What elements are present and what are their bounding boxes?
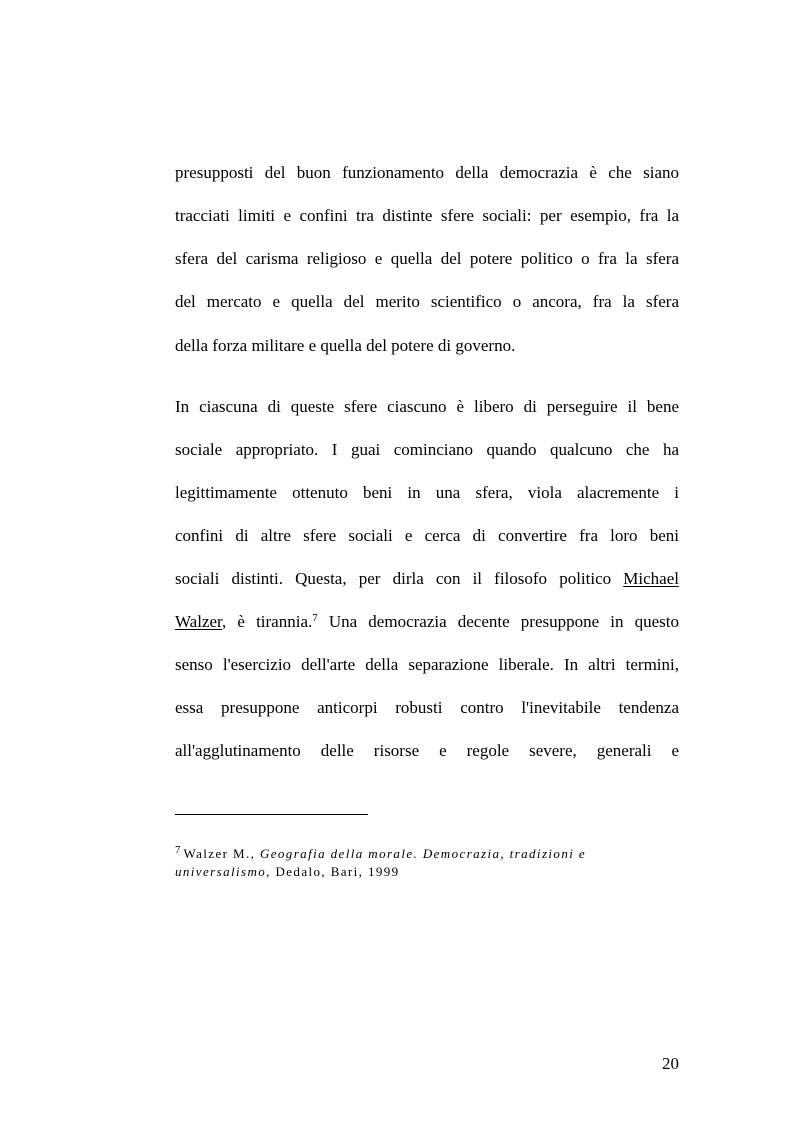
author-link-first-name[interactable]: Michael xyxy=(623,569,679,588)
paragraph-line: sfera del carisma religioso e quella del potere politico o fra la sfera xyxy=(175,249,679,268)
footnote-author: Walzer M., xyxy=(183,846,260,861)
line-text: , è tirannia. xyxy=(222,612,313,631)
paragraph-line: del mercato e quella del merito scientifico o ancora, fra la sfera xyxy=(175,292,679,311)
footnote-number: 7 xyxy=(175,843,181,856)
paragraph-line: essa presuppone anticorpi robusti contro l'inevitabile tendenza xyxy=(175,698,679,717)
line-text: Una democrazia decente presuppone in questo xyxy=(317,612,680,631)
paragraph-line: della forza militare e quella del potere di governo. xyxy=(175,336,516,355)
paragraph-line xyxy=(175,568,679,590)
footnote-publisher: , Dedalo, Bari, 1999 xyxy=(266,864,400,879)
paragraph-line: sociale appropriato. I guai cominciano quando qualcuno che ha xyxy=(175,440,679,459)
paragraph-line: tracciati limiti e confini tra distinte sfere sociali: per esempio, fra la xyxy=(175,206,679,225)
paragraph-line: legittimamente ottenuto beni in una sfera, viola alacremente i xyxy=(175,483,679,502)
footnote-title-continued: universalismo xyxy=(175,864,267,879)
footnote-title: Geografia della morale. Democrazia, tradizioni e xyxy=(259,846,587,861)
line-text: sociali distinti. Questa, per dirla con il filosofo politico xyxy=(175,569,624,588)
footnote-reference[interactable]: 7 xyxy=(312,612,318,625)
paragraph-line xyxy=(175,611,679,633)
paragraph-line: all'agglutinamento delle risorse e regole severe, generali e xyxy=(175,741,679,760)
page-number: 20 xyxy=(662,1054,679,1073)
paragraph-line: In ciascuna di queste sfere ciascuno è libero di perseguire il bene xyxy=(175,397,679,416)
paragraph-line: confini di altre sfere sociali e cerca di convertire fra loro beni xyxy=(175,526,679,545)
paragraph-line: senso l'esercizio dell'arte della separazione liberale. In altri termini, xyxy=(175,655,679,674)
footnote-separator xyxy=(175,814,368,815)
footnote xyxy=(175,845,679,862)
footnote-continuation xyxy=(175,863,679,880)
paragraph-line: presupposti del buon funzionamento della democrazia è che siano xyxy=(175,163,679,182)
author-link-last-name[interactable]: Walzer xyxy=(175,612,223,631)
